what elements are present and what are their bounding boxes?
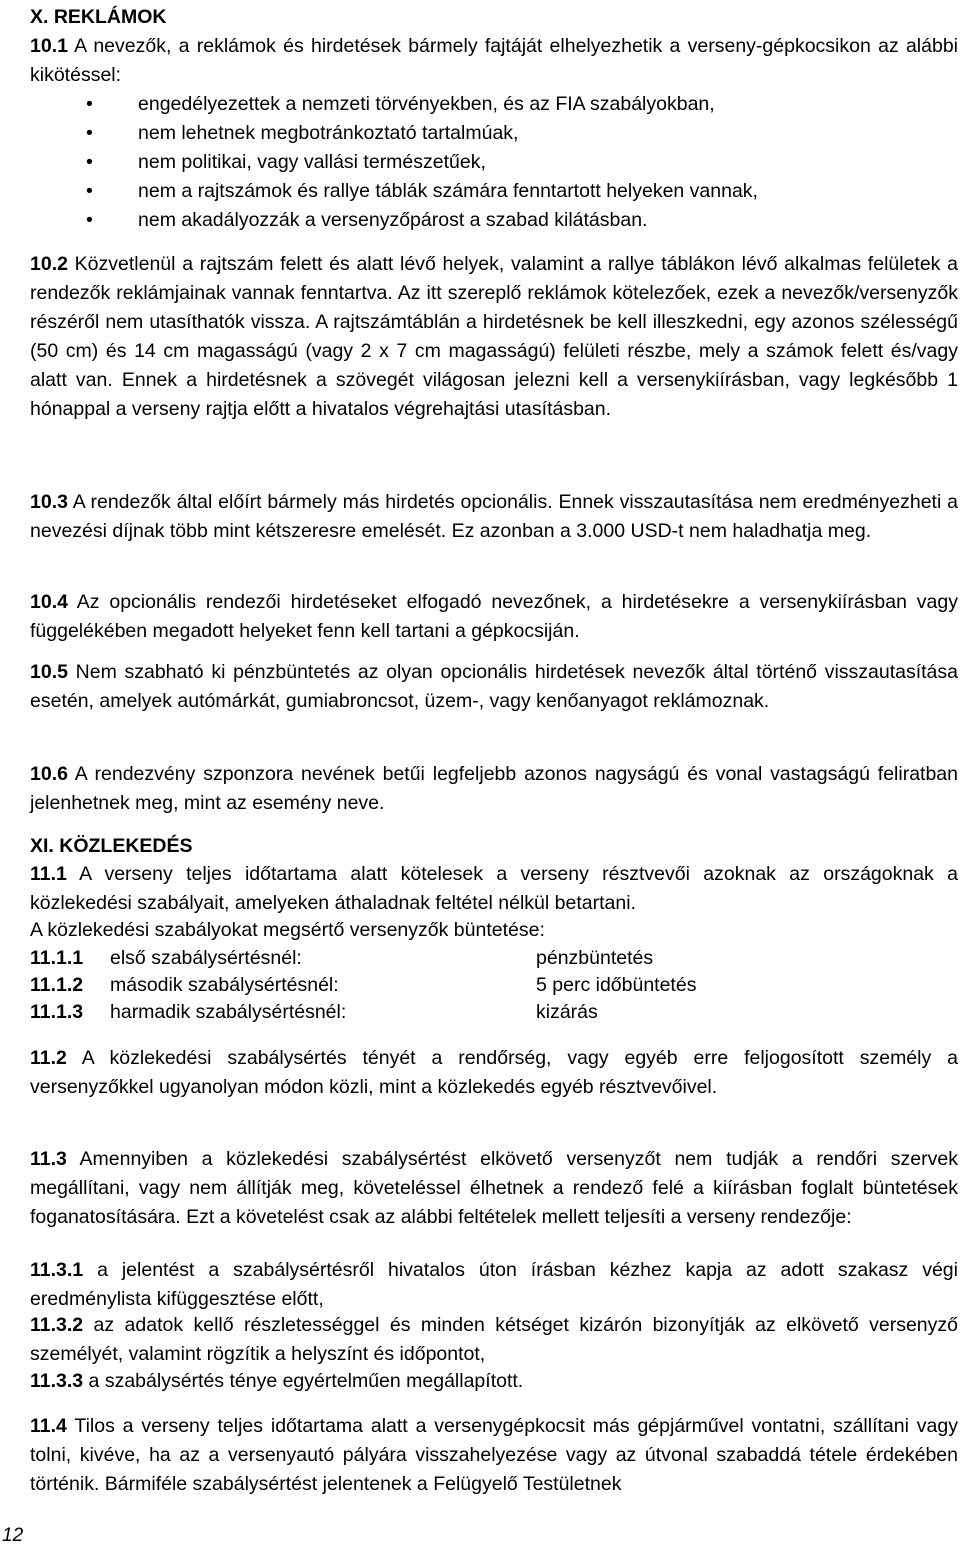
paragraph-text: Nem szabható ki pénzbüntetés az olyan opcionális hirdetések nevezők által történő visszautasítása esetén, amelyek autómárkát, gumiabroncsot, üzem-, vagy kenőanyagot reklámoznak. (30, 661, 958, 712)
penalty-intro: A közlekedési szabályokat megsértő versenyzők büntetése: (30, 919, 545, 941)
list-item-text: engedélyezettek a nemzeti törvényekben, és az FIA szabályokban, (138, 93, 715, 115)
bullet-icon: • (86, 180, 93, 202)
paragraph-10-6 (30, 760, 958, 818)
penalty-number: 11.1.1 (30, 947, 84, 969)
paragraph-number: 11.3.3 (30, 1370, 84, 1392)
page-number: 12 (2, 1525, 24, 1546)
paragraph-text: a jelentést a szabálysértésről hivatalos úton írásban kézhez kapja az adott szakasz végi eredménylista kifüggesztése előtt, (30, 1259, 958, 1310)
paragraph-text: a szabálysértés ténye egyértelműen megállapított. (83, 1370, 524, 1392)
paragraph-text: Amennyiben a közlekedési szabálysértést elkövető versenyzőt nem tudják a rendőri szervek megállítani, vagy nem állítják meg, követeléssel élhetnek a rendező felé a kiírásban foglalt büntetések foganatosítására. Ezt a követelést csak az alábbi feltételek mellett teljesíti a verseny rendezője: (30, 1148, 958, 1228)
paragraph-11-3-2 (30, 1311, 958, 1369)
list-item (30, 90, 958, 119)
paragraph-11-1 (30, 860, 958, 918)
paragraph-text: A rendezvény szponzora nevének betűi legfeljebb azonos nagyságú és vonal vastagságú feliratban jelenhetnek meg, mint az esemény neve. (30, 763, 958, 814)
paragraph-number: 10.5 (30, 661, 68, 683)
penalty-row (30, 944, 958, 973)
paragraph-text: az adatok kellő részletességgel és minden kétséget kizárón bizonyítják az elkövető versenyző személyét, valamint rögzítik a helyszínt és időpontot, (30, 1314, 958, 1365)
paragraph-number: 11.3 (30, 1148, 67, 1170)
list-item (30, 119, 958, 148)
paragraph-10-5 (30, 658, 958, 716)
list-item-text: nem politikai, vagy vallási természetűek, (138, 151, 486, 173)
penalty-number: 11.1.3 (30, 1001, 84, 1023)
penalty-value: kizárás (536, 1001, 598, 1023)
paragraph-text: A közlekedési szabálysértés tényét a rendőrség, vagy egyéb erre feljogosított személy a versenyzőkkel ugyanolyan módon közli, mint a közlekedés egyéb résztvevőivel. (30, 1047, 958, 1098)
list-item (30, 148, 958, 177)
paragraph-text: A verseny teljes időtartama alatt kötelesek a verseny résztvevői azoknak az országoknak a közlekedési szabályait, amelyeken áthaladnak feltétel nélkül betartani. (30, 863, 958, 914)
penalty-number: 11.1.2 (30, 974, 84, 996)
list-item (30, 206, 958, 235)
paragraph-text: Közvetlenül a rajtszám felett és alatt lévő helyek, valamint a rallye táblákon lévő alkalmas felületek a rendezők reklámjainak vannak fenntartva. Az itt szereplő reklámok kötelezőek, ezek a nevezők/versenyzők részéről nem utasíthatók vissza. A rajtszámtáblán a hirdetésnek be kell illeszkedni, egy azonos szélességű (50 cm) és 14 cm magasságú (vagy 2 x 7 cm magasságú) felületi részbe, mely a számok felett és/vagy alatt van. Ennek a hirdetésnek a szövegét világosan jelezni kell a versenykiírásban, vagy legkésőbb 1 hónappal a verseny rajtja előtt a hivatalos végrehajtási utasításban. (30, 253, 958, 420)
list-item (30, 177, 958, 206)
paragraph-number: 11.2 (30, 1047, 67, 1069)
paragraph-number: 10.1 (30, 35, 68, 57)
paragraph-text: A rendezők által előírt bármely más hirdetés opcionális. Ennek visszautasítása nem eredményezheti a nevezési díjnak több mint kétszeresre emelését. Ez azonban a 3.000 USD-t nem haladhatja meg. (30, 491, 958, 542)
paragraph-number: 10.3 (30, 491, 68, 513)
paragraph-11-4 (30, 1412, 958, 1499)
paragraph-10-1 (30, 32, 958, 90)
penalty-label: első szabálysértésnél: (110, 947, 302, 969)
bullet-icon: • (86, 151, 93, 173)
paragraph-number: 11.3.1 (30, 1259, 84, 1281)
paragraph-text: A nevezők, a reklámok és hirdetések bármely fajtáját elhelyezhetik a verseny-gépkocsikon az alábbi kikötéssel: (30, 35, 958, 86)
paragraph-11-2 (30, 1044, 958, 1102)
penalty-row (30, 998, 958, 1027)
list-item-text: nem akadályozzák a versenyzőpárost a szabad kilátásban. (138, 209, 648, 231)
paragraph-number: 11.1 (30, 863, 67, 885)
bullet-icon: • (86, 122, 93, 144)
paragraph-10-4 (30, 588, 958, 646)
list-item-text: nem lehetnek megbotránkoztató tartalmúak, (138, 122, 519, 144)
paragraph-text: Tilos a verseny teljes időtartama alatt a versenygépkocsit más gépjárművel vontatni, szállítani vagy tolni, kivéve, ha az a versenyautó pályára visszahelyezése vagy az útvonal szabaddá tétele érdekében történik. Bármiféle szabálysértést jelentenek a Felügyelő Testületnek (30, 1415, 958, 1495)
bullet-icon: • (86, 209, 93, 231)
penalty-row (30, 971, 958, 1000)
penalty-label: harmadik szabálysértésnél: (110, 1001, 347, 1023)
paragraph-number: 10.4 (30, 591, 68, 613)
penalty-value: pénzbüntetés (536, 947, 654, 969)
bullet-list (30, 90, 958, 235)
section-title-kozlekedes: XI. KÖZLEKEDÉS (30, 835, 193, 857)
paragraph-10-2 (30, 250, 958, 424)
paragraph-number: 10.6 (30, 763, 68, 785)
list-item-text: nem a rajtszámok és rallye táblák számára fenntartott helyeken vannak, (138, 180, 758, 202)
paragraph-10-3 (30, 488, 958, 546)
paragraph-11-3 (30, 1145, 958, 1232)
bullet-icon: • (86, 93, 93, 115)
paragraph-text: Az opcionális rendezői hirdetéseket elfogadó nevezőnek, a hirdetésekre a versenykiírásban vagy függelékében megadott helyeket fenn kell tartani a gépkocsiján. (30, 591, 958, 642)
penalty-value: 5 perc időbüntetés (536, 974, 697, 996)
penalty-label: második szabálysértésnél: (110, 974, 339, 996)
paragraph-number: 11.3.2 (30, 1314, 84, 1336)
paragraph-11-3-1 (30, 1256, 958, 1314)
paragraph-number: 11.4 (30, 1415, 67, 1437)
paragraph-11-3-3 (30, 1367, 958, 1396)
section-title-reklamok: X. REKLÁMOK (30, 6, 167, 28)
paragraph-number: 10.2 (30, 253, 68, 275)
